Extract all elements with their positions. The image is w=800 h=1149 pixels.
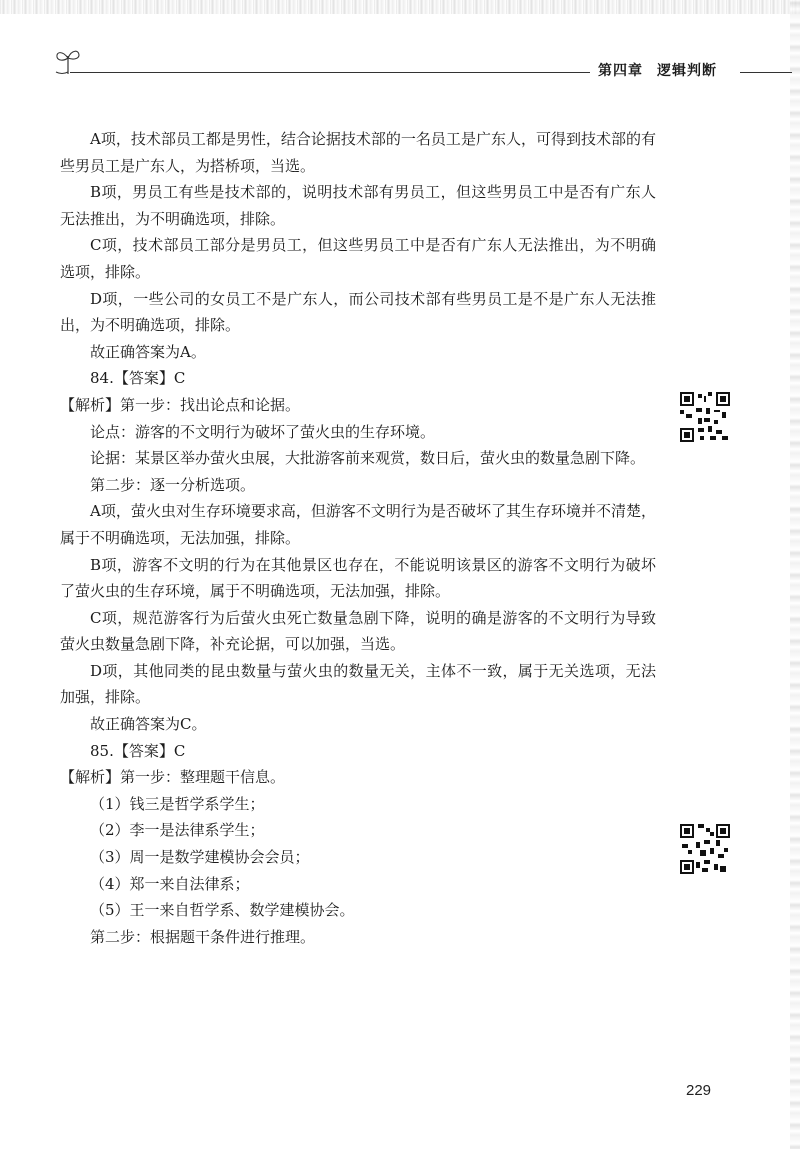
list-item: （4）郑一来自法律系； (90, 874, 250, 893)
answer-heading-85: 85.【答案】C (90, 741, 186, 760)
analysis-step-1: 【解析】第一步：整理题干信息。 (60, 768, 286, 787)
qr-code-icon[interactable] (680, 824, 730, 874)
paragraph: 论据：某景区举办萤火虫展，大批游客前来观赏，数日后，萤火虫的数量急剧下降。 (90, 449, 646, 468)
qr-code-icon[interactable] (680, 392, 730, 442)
paragraph: 论点：游客的不文明行为破坏了萤火虫的生存环境。 (90, 422, 436, 441)
list-item: （5）王一来自哲学系、数学建模协会。 (90, 901, 355, 920)
answer-heading-84: 84.【答案】C (90, 369, 186, 388)
paragraph: C项，规范游客行为后萤火虫死亡数量急剧下降，说明的确是游客的不文明行为导致萤火虫数量急剧下降，补充论据，可以加强，当选。 (60, 608, 656, 654)
list-item: （2）李一是法律系学生； (90, 821, 265, 840)
list-item: （3）周一是数学建模协会会员； (90, 848, 310, 867)
paragraph: D项，一些公司的女员工不是广东人，而公司技术部有些男员工是不是广东人无法推出，为不明确选项，排除。 (60, 289, 656, 335)
paragraph: 故正确答案为A。 (90, 342, 206, 361)
analysis-step-1: 【解析】第一步：找出论点和论据。 (60, 395, 301, 414)
page-body (60, 126, 656, 950)
section-label: 逻辑判断 (657, 63, 717, 79)
paragraph: A项，技术部员工都是男性，结合论据技术部的一名员工是广东人，可得到技术部的有些男员工是广东人，为搭桥项，当选。 (60, 130, 656, 175)
paragraph: 第二步：逐一分析选项。 (90, 475, 256, 494)
paragraph: A项，萤火虫对生存环境要求高，但游客不文明行为是否破坏了其生存环境并不清楚，属于不明确选项，无法加强，排除。 (60, 502, 656, 547)
list-item: （1）钱三是哲学系学生； (90, 794, 265, 813)
paragraph: 故正确答案为C。 (90, 715, 207, 734)
header-rule-right (740, 72, 792, 73)
scan-noise-top (0, 0, 800, 14)
paragraph: D项，其他同类的昆虫数量与萤火虫的数量无关，主体不一致，属于无关选项，无法加强，排除。 (60, 661, 656, 707)
paragraph: 第二步：根据题干条件进行推理。 (90, 927, 316, 946)
header-rule-left (70, 72, 590, 73)
paragraph: C项，技术部员工部分是男员工，但这些男员工中是否有广东人无法推出，为不明确选项，排除。 (60, 236, 656, 281)
paragraph: B项，男员工有些是技术部的，说明技术部有男员工，但这些男员工中是否有广东人无法推出，为不明确选项，排除。 (60, 183, 656, 228)
paragraph: B项，游客不文明的行为在其他景区也存在，不能说明该景区的游客不文明行为破坏了萤火虫的生存环境，属于不明确选项，无法加强，排除。 (60, 555, 656, 601)
page-number: 229 (686, 1082, 712, 1099)
chapter-label: 第四章 (598, 63, 643, 79)
running-header (598, 60, 717, 84)
scan-edge-right (790, 0, 800, 1149)
